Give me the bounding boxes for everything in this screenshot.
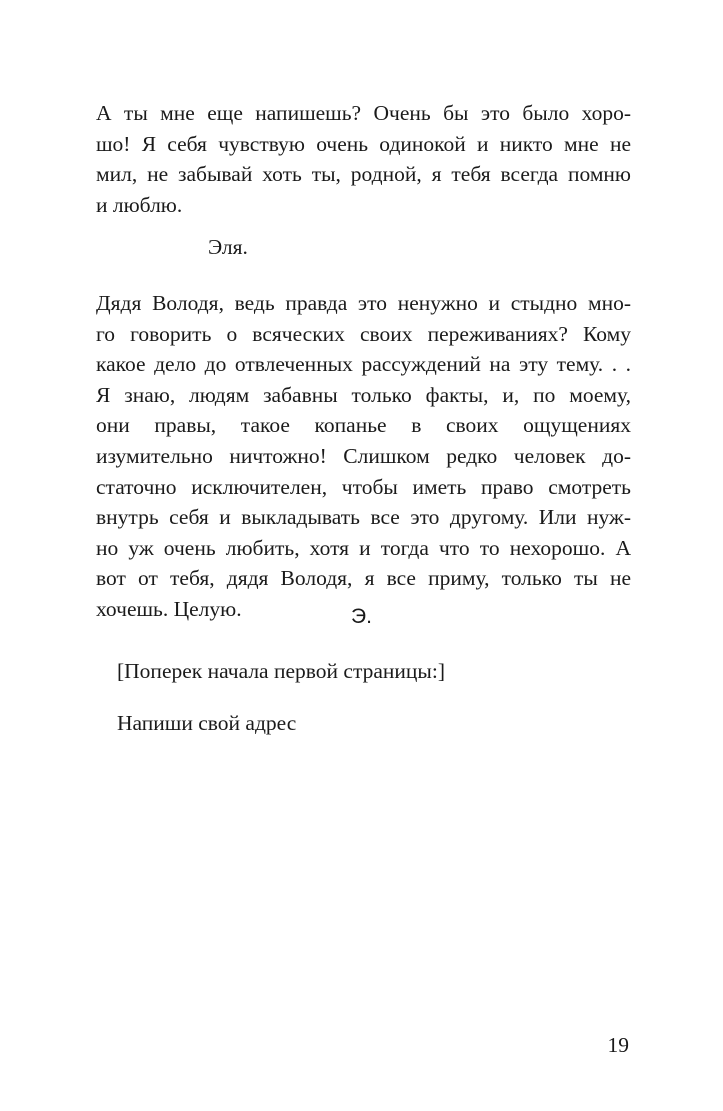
paragraph-line: и люблю. (96, 192, 183, 217)
paragraph-line: они правы, такое копанье в своих ощущениях (96, 413, 631, 438)
paragraph-2 (96, 288, 631, 625)
paragraph-line: какое дело до отвлеченных рассуждений на эту тему. . . (96, 352, 631, 377)
paragraph-line: внутрь себя и выкладывать все это другому. Или нуж- (96, 505, 631, 530)
paragraph-line: изумительно ничтожно! Слишком редко человек до- (96, 443, 631, 468)
paragraph-line: Я знаю, людям забавны только факты, и, по моему, (96, 382, 631, 407)
paragraph-1 (96, 98, 631, 220)
paragraph-line: но уж очень любить, хотя и тогда что то нехорошо. А (96, 535, 631, 560)
paragraph-line: шо! Я себя чувствую очень одинокой и никто мне не (96, 131, 631, 156)
page-number: 19 (607, 1033, 629, 1057)
signature-elya: Эля. (208, 235, 248, 259)
signature-initial: Э. (351, 605, 372, 628)
paragraph-line: статочно исключителен, чтобы иметь право смотреть (96, 474, 631, 499)
editorial-note: [Поперек начала первой страницы:] (117, 659, 446, 683)
paragraph-line: хочешь. Целую. (96, 596, 242, 621)
postscript: Напиши свой адрес (117, 711, 297, 735)
paragraph-line: го говорить о всяческих своих переживаниях? Кому (96, 321, 631, 346)
paragraph-line: Дядя Володя, ведь правда это ненужно и стыдно мно- (96, 291, 631, 315)
paragraph-line: вот от тебя, дядя Володя, я все приму, только ты не (96, 566, 631, 591)
paragraph-line: мил, не забывай хоть ты, родной, я тебя всегда помню (96, 162, 631, 187)
paragraph-line: А ты мне еще напишешь? Очень бы это было хоро- (96, 101, 631, 125)
